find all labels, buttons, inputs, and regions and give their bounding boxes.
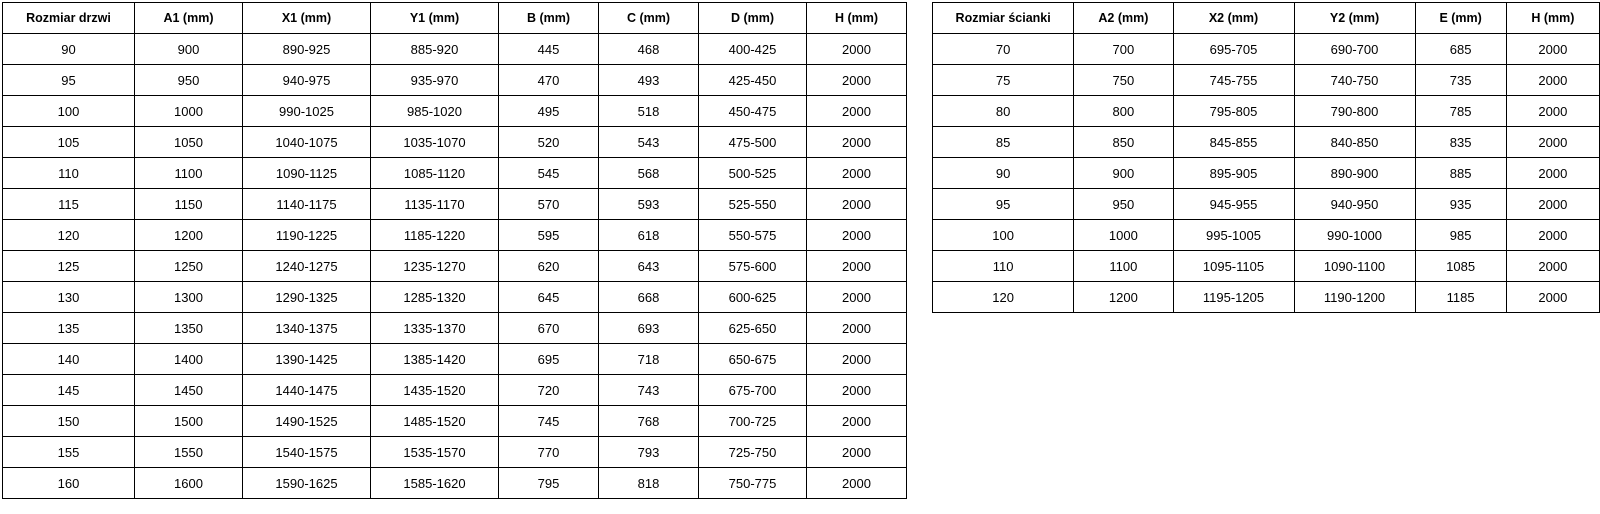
table-cell: 425-450 xyxy=(699,65,807,96)
table-cell: 1390-1425 xyxy=(243,344,371,375)
table-cell: 2000 xyxy=(807,375,907,406)
table-cell: 1240-1275 xyxy=(243,251,371,282)
table-row xyxy=(3,189,907,220)
table-cell: 1040-1075 xyxy=(243,127,371,158)
column-header: Y1 (mm) xyxy=(371,3,499,34)
table-cell: 120 xyxy=(3,220,135,251)
table-row xyxy=(933,65,1600,96)
table-row xyxy=(3,344,907,375)
table-cell: 1135-1170 xyxy=(371,189,499,220)
table-cell: 2000 xyxy=(807,468,907,499)
table-cell: 2000 xyxy=(807,344,907,375)
table-cell: 570 xyxy=(499,189,599,220)
table-cell: 2000 xyxy=(807,313,907,344)
table-cell: 685 xyxy=(1415,34,1506,65)
table-cell: 1140-1175 xyxy=(243,189,371,220)
table-row xyxy=(933,127,1600,158)
table-cell: 1500 xyxy=(135,406,243,437)
table-cell: 675-700 xyxy=(699,375,807,406)
table-cell: 1200 xyxy=(1074,282,1173,313)
table-cell: 2000 xyxy=(807,189,907,220)
column-header: Rozmiar ścianki xyxy=(933,3,1074,34)
table-cell: 745-755 xyxy=(1173,65,1294,96)
table-cell: 2000 xyxy=(1506,127,1599,158)
table-cell: 1290-1325 xyxy=(243,282,371,313)
table-cell: 1585-1620 xyxy=(371,468,499,499)
column-header: A1 (mm) xyxy=(135,3,243,34)
table-cell: 945-955 xyxy=(1173,189,1294,220)
table-cell: 100 xyxy=(933,220,1074,251)
table-cell: 890-925 xyxy=(243,34,371,65)
table-cell: 768 xyxy=(599,406,699,437)
table-cell: 850 xyxy=(1074,127,1173,158)
table-cell: 2000 xyxy=(807,406,907,437)
table-cell: 940-975 xyxy=(243,65,371,96)
table-cell: 1600 xyxy=(135,468,243,499)
table-cell: 1035-1070 xyxy=(371,127,499,158)
table-cell: 400-425 xyxy=(699,34,807,65)
table-cell: 1400 xyxy=(135,344,243,375)
column-header: X2 (mm) xyxy=(1173,3,1294,34)
wall-table-body xyxy=(933,34,1600,313)
table-cell: 1440-1475 xyxy=(243,375,371,406)
table-cell: 1200 xyxy=(135,220,243,251)
table-cell: 835 xyxy=(1415,127,1506,158)
table-cell: 725-750 xyxy=(699,437,807,468)
table-row xyxy=(3,251,907,282)
table-cell: 2000 xyxy=(1506,158,1599,189)
table-row xyxy=(3,437,907,468)
table-cell: 90 xyxy=(933,158,1074,189)
table-cell: 2000 xyxy=(807,437,907,468)
table-cell: 935 xyxy=(1415,189,1506,220)
table-cell: 468 xyxy=(599,34,699,65)
table-cell: 470 xyxy=(499,65,599,96)
wall-size-table-container xyxy=(932,2,1600,313)
table-cell: 750-775 xyxy=(699,468,807,499)
table-cell: 885 xyxy=(1415,158,1506,189)
table-cell: 845-855 xyxy=(1173,127,1294,158)
table-cell: 2000 xyxy=(807,251,907,282)
table-cell: 950 xyxy=(135,65,243,96)
table-cell: 2000 xyxy=(1506,220,1599,251)
table-row xyxy=(933,34,1600,65)
table-cell: 690-700 xyxy=(1294,34,1415,65)
column-header: H (mm) xyxy=(807,3,907,34)
table-cell: 550-575 xyxy=(699,220,807,251)
column-header: A2 (mm) xyxy=(1074,3,1173,34)
table-cell: 545 xyxy=(499,158,599,189)
table-header-row xyxy=(3,3,907,34)
table-cell: 2000 xyxy=(1506,189,1599,220)
table-cell: 670 xyxy=(499,313,599,344)
table-cell: 1540-1575 xyxy=(243,437,371,468)
table-cell: 1190-1225 xyxy=(243,220,371,251)
table-row xyxy=(933,96,1600,127)
table-cell: 2000 xyxy=(807,34,907,65)
table-cell: 2000 xyxy=(807,127,907,158)
table-cell: 1190-1200 xyxy=(1294,282,1415,313)
table-cell: 90 xyxy=(3,34,135,65)
table-cell: 995-1005 xyxy=(1173,220,1294,251)
table-cell: 790-800 xyxy=(1294,96,1415,127)
table-cell: 1235-1270 xyxy=(371,251,499,282)
table-cell: 160 xyxy=(3,468,135,499)
table-cell: 618 xyxy=(599,220,699,251)
table-cell: 735 xyxy=(1415,65,1506,96)
door-size-table-container xyxy=(2,2,907,499)
column-header: X1 (mm) xyxy=(243,3,371,34)
table-header-row xyxy=(933,3,1600,34)
table-cell: 1100 xyxy=(135,158,243,189)
table-cell: 95 xyxy=(3,65,135,96)
table-cell: 2000 xyxy=(807,220,907,251)
table-cell: 900 xyxy=(1074,158,1173,189)
column-header: C (mm) xyxy=(599,3,699,34)
table-cell: 718 xyxy=(599,344,699,375)
table-cell: 745 xyxy=(499,406,599,437)
table-row xyxy=(933,189,1600,220)
table-cell: 450-475 xyxy=(699,96,807,127)
table-cell: 1185-1220 xyxy=(371,220,499,251)
table-row xyxy=(933,158,1600,189)
table-cell: 740-750 xyxy=(1294,65,1415,96)
table-cell: 990-1000 xyxy=(1294,220,1415,251)
column-header: Y2 (mm) xyxy=(1294,3,1415,34)
table-cell: 693 xyxy=(599,313,699,344)
table-cell: 1590-1625 xyxy=(243,468,371,499)
table-cell: 2000 xyxy=(807,282,907,313)
table-row xyxy=(3,65,907,96)
wall-table-header xyxy=(933,3,1600,34)
table-cell: 1050 xyxy=(135,127,243,158)
table-cell: 1385-1420 xyxy=(371,344,499,375)
table-cell: 543 xyxy=(599,127,699,158)
table-cell: 785 xyxy=(1415,96,1506,127)
table-cell: 500-525 xyxy=(699,158,807,189)
table-cell: 125 xyxy=(3,251,135,282)
table-cell: 1090-1100 xyxy=(1294,251,1415,282)
table-cell: 990-1025 xyxy=(243,96,371,127)
table-cell: 1250 xyxy=(135,251,243,282)
table-cell: 100 xyxy=(3,96,135,127)
table-cell: 643 xyxy=(599,251,699,282)
table-cell: 795-805 xyxy=(1173,96,1294,127)
table-cell: 1485-1520 xyxy=(371,406,499,437)
table-row xyxy=(3,158,907,189)
table-cell: 1490-1525 xyxy=(243,406,371,437)
table-cell: 695-705 xyxy=(1173,34,1294,65)
table-cell: 105 xyxy=(3,127,135,158)
table-cell: 890-900 xyxy=(1294,158,1415,189)
door-table-body xyxy=(3,34,907,499)
table-cell: 1185 xyxy=(1415,282,1506,313)
table-cell: 840-850 xyxy=(1294,127,1415,158)
table-cell: 940-950 xyxy=(1294,189,1415,220)
table-cell: 70 xyxy=(933,34,1074,65)
table-row xyxy=(3,406,907,437)
table-cell: 1550 xyxy=(135,437,243,468)
table-cell: 2000 xyxy=(807,96,907,127)
table-cell: 518 xyxy=(599,96,699,127)
table-cell: 2000 xyxy=(1506,282,1599,313)
table-cell: 950 xyxy=(1074,189,1173,220)
table-cell: 2000 xyxy=(1506,34,1599,65)
table-cell: 700-725 xyxy=(699,406,807,437)
table-cell: 495 xyxy=(499,96,599,127)
table-cell: 130 xyxy=(3,282,135,313)
table-cell: 1535-1570 xyxy=(371,437,499,468)
table-cell: 620 xyxy=(499,251,599,282)
table-cell: 1085 xyxy=(1415,251,1506,282)
wall-size-table xyxy=(932,2,1600,313)
table-cell: 770 xyxy=(499,437,599,468)
table-cell: 595 xyxy=(499,220,599,251)
table-row xyxy=(3,313,907,344)
table-cell: 155 xyxy=(3,437,135,468)
table-cell: 1435-1520 xyxy=(371,375,499,406)
table-cell: 140 xyxy=(3,344,135,375)
table-cell: 1100 xyxy=(1074,251,1173,282)
table-cell: 1150 xyxy=(135,189,243,220)
column-header: E (mm) xyxy=(1415,3,1506,34)
table-row xyxy=(3,375,907,406)
table-row xyxy=(3,96,907,127)
table-cell: 2000 xyxy=(807,65,907,96)
table-cell: 985-1020 xyxy=(371,96,499,127)
table-row xyxy=(3,282,907,313)
table-cell: 493 xyxy=(599,65,699,96)
table-cell: 1285-1320 xyxy=(371,282,499,313)
table-cell: 895-905 xyxy=(1173,158,1294,189)
table-cell: 668 xyxy=(599,282,699,313)
table-cell: 800 xyxy=(1074,96,1173,127)
column-header: D (mm) xyxy=(699,3,807,34)
table-cell: 743 xyxy=(599,375,699,406)
table-cell: 1095-1105 xyxy=(1173,251,1294,282)
table-cell: 135 xyxy=(3,313,135,344)
table-cell: 85 xyxy=(933,127,1074,158)
table-cell: 1300 xyxy=(135,282,243,313)
column-header: Rozmiar drzwi xyxy=(3,3,135,34)
door-size-table xyxy=(2,2,907,499)
table-cell: 145 xyxy=(3,375,135,406)
table-row xyxy=(3,468,907,499)
table-cell: 445 xyxy=(499,34,599,65)
table-cell: 2000 xyxy=(1506,251,1599,282)
table-cell: 985 xyxy=(1415,220,1506,251)
column-header: B (mm) xyxy=(499,3,599,34)
table-cell: 1340-1375 xyxy=(243,313,371,344)
table-cell: 95 xyxy=(933,189,1074,220)
table-cell: 2000 xyxy=(1506,96,1599,127)
table-cell: 115 xyxy=(3,189,135,220)
table-cell: 650-675 xyxy=(699,344,807,375)
table-cell: 600-625 xyxy=(699,282,807,313)
table-cell: 2000 xyxy=(1506,65,1599,96)
table-cell: 900 xyxy=(135,34,243,65)
table-cell: 1335-1370 xyxy=(371,313,499,344)
table-cell: 110 xyxy=(933,251,1074,282)
table-cell: 1195-1205 xyxy=(1173,282,1294,313)
table-cell: 625-650 xyxy=(699,313,807,344)
table-cell: 75 xyxy=(933,65,1074,96)
table-cell: 935-970 xyxy=(371,65,499,96)
table-cell: 1350 xyxy=(135,313,243,344)
table-row xyxy=(3,220,907,251)
table-row xyxy=(3,127,907,158)
table-cell: 520 xyxy=(499,127,599,158)
table-cell: 1000 xyxy=(135,96,243,127)
table-cell: 150 xyxy=(3,406,135,437)
table-cell: 110 xyxy=(3,158,135,189)
table-cell: 795 xyxy=(499,468,599,499)
table-row xyxy=(933,251,1600,282)
table-cell: 1450 xyxy=(135,375,243,406)
table-cell: 568 xyxy=(599,158,699,189)
table-cell: 750 xyxy=(1074,65,1173,96)
table-row xyxy=(933,220,1600,251)
table-cell: 525-550 xyxy=(699,189,807,220)
door-table-header xyxy=(3,3,907,34)
table-cell: 80 xyxy=(933,96,1074,127)
table-cell: 645 xyxy=(499,282,599,313)
table-cell: 818 xyxy=(599,468,699,499)
table-row xyxy=(933,282,1600,313)
table-cell: 2000 xyxy=(807,158,907,189)
table-cell: 720 xyxy=(499,375,599,406)
table-cell: 1090-1125 xyxy=(243,158,371,189)
table-cell: 593 xyxy=(599,189,699,220)
table-cell: 475-500 xyxy=(699,127,807,158)
table-cell: 1085-1120 xyxy=(371,158,499,189)
table-cell: 1000 xyxy=(1074,220,1173,251)
table-cell: 885-920 xyxy=(371,34,499,65)
table-cell: 793 xyxy=(599,437,699,468)
table-cell: 575-600 xyxy=(699,251,807,282)
table-row xyxy=(3,34,907,65)
table-cell: 120 xyxy=(933,282,1074,313)
table-cell: 700 xyxy=(1074,34,1173,65)
table-cell: 695 xyxy=(499,344,599,375)
column-header: H (mm) xyxy=(1506,3,1599,34)
